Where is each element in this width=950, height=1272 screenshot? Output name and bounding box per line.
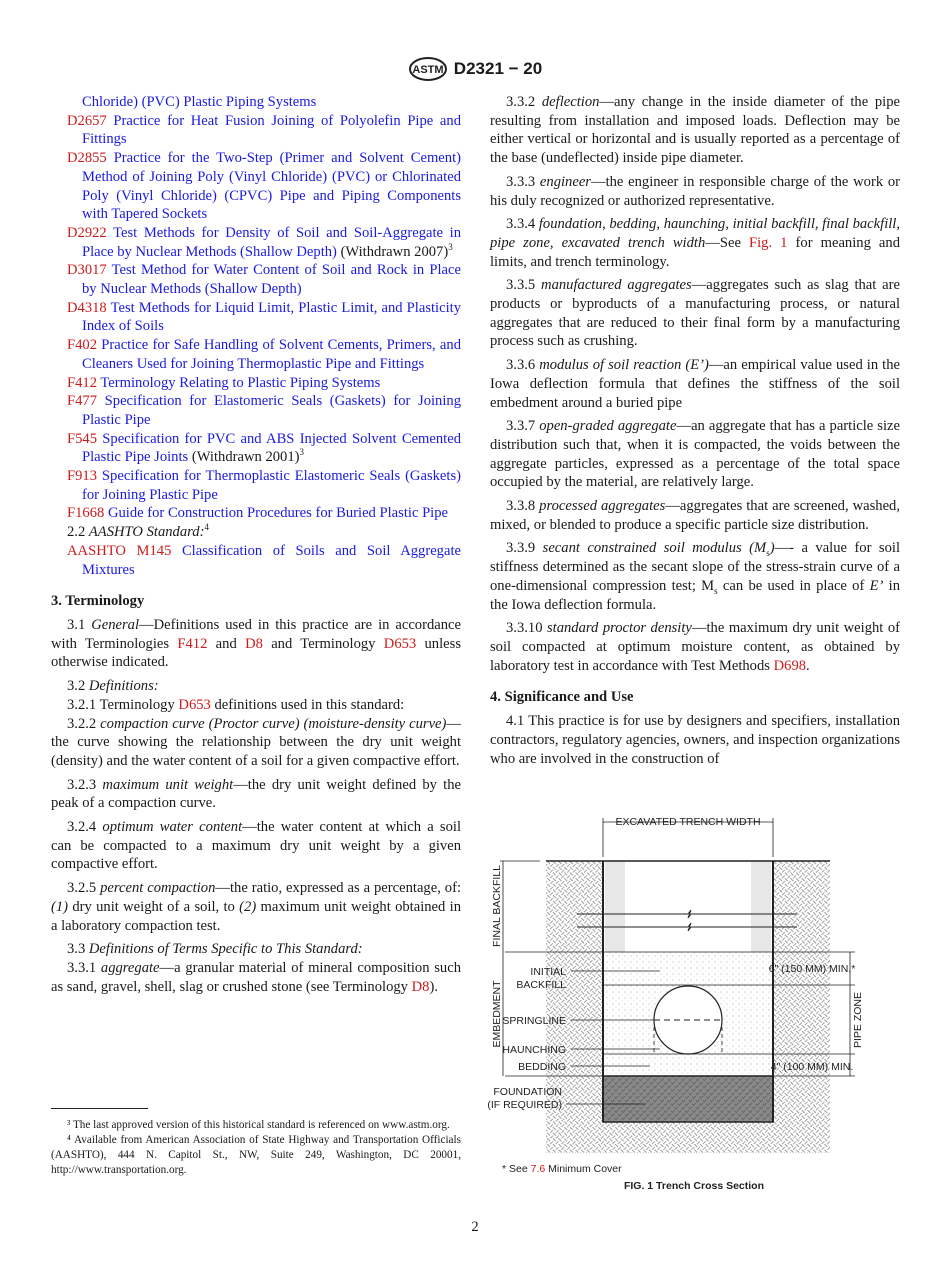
- text: 3.2.3: [67, 776, 103, 793]
- text: (Withdrawn 2001): [188, 449, 300, 466]
- reference-entry: [51, 467, 461, 504]
- text: 3.2.4: [67, 819, 103, 836]
- text: 3. Terminology: [51, 593, 145, 610]
- label-cover-min: 6" (150 MM) MIN.*: [768, 963, 856, 975]
- reference-link[interactable]: D698: [773, 657, 807, 674]
- text: dry unit weight of a soil, to: [68, 898, 240, 915]
- label-embedment: EMBEDMENT: [491, 980, 503, 1048]
- text: (1): [51, 898, 69, 915]
- reference-title-link[interactable]: Guide for Construction Procedures for Buried Plastic Pipe: [104, 505, 449, 522]
- text: —a granular material of mineral composition such as sand, gravel, shell, slag or crushed stone (see Terminology: [51, 959, 461, 995]
- left-column: [51, 93, 461, 996]
- text: unless otherwise indicated.: [51, 635, 461, 671]
- reference-entry: [51, 542, 461, 579]
- text: —Definitions used in this practice are in accordance with Terminologies: [51, 616, 461, 652]
- text: definitions used in this standard:: [210, 696, 405, 713]
- paragraph: [490, 712, 900, 768]
- text: 3.3.4: [506, 216, 539, 233]
- reference-title-link[interactable]: Specification for Elastomeric Seals (Gaskets) for Joining Plastic Pipe: [82, 393, 461, 428]
- text: 3.3.5: [506, 277, 542, 294]
- text: 3.3.7: [506, 418, 540, 435]
- text: s: [766, 548, 770, 559]
- label-backfill: BACKFILL: [516, 979, 566, 991]
- reference-entry: [51, 392, 461, 429]
- reference-entry: [51, 149, 461, 224]
- text: —the engineer in responsible charge of the work or his duly recognized or authorized representative.: [490, 173, 900, 209]
- designation: D2321 − 20: [453, 59, 543, 78]
- paragraph: [51, 959, 461, 996]
- text: 3.3.6: [506, 357, 540, 374]
- text: deflection: [541, 94, 600, 110]
- text: —aggregates that are screened, washed, mixed, or blended to produce a specific particle size distribution.: [490, 498, 900, 533]
- label-bedding: BEDDING: [518, 1061, 566, 1073]
- text: —- a value for soil stiffness determined as the secant slope of the stress-strain curve of a one-dimensional compression test; M: [490, 540, 900, 594]
- reference-entry: [51, 224, 461, 261]
- label-initial: INITIAL: [530, 966, 566, 978]
- reference-link[interactable]: D2855: [67, 150, 107, 167]
- text: Definitions of Terms Specific to This Standard:: [88, 941, 363, 958]
- text: aggregate: [100, 959, 160, 976]
- label-haunching: HAUNCHING: [502, 1044, 566, 1056]
- text: 3.3.1: [67, 959, 101, 976]
- reference-title-link[interactable]: Practice for the Two-Step (Primer and Solvent Cement) Method of Joining Poly (Vinyl Chloride) (PVC) or Chlorinated Poly (Vinyl Chloride) (CPVC) Pipe and Piping Components with Tapered Sockets: [82, 150, 461, 223]
- label-pipe-zone: PIPE ZONE: [852, 991, 864, 1049]
- page-number: 2: [471, 1219, 479, 1235]
- figure-note-suffix: Minimum Cover: [545, 1163, 622, 1175]
- reference-title-link[interactable]: Specification for Thermoplastic Elastomeric Seals (Gaskets) for Joining Plastic Pipe: [82, 468, 461, 503]
- text: —the water content at which a soil can be compacted to a maximum dry unit weight by a given compactive effort.: [51, 819, 462, 873]
- paragraph: [51, 696, 461, 715]
- reference-link[interactable]: D653: [383, 635, 417, 652]
- text: —See: [705, 234, 749, 251]
- text: percent compaction: [100, 880, 216, 897]
- footnote-4: ⁴ Available from American Association of State Highway and Transportation Officials (AASHTO), 444 N. Capitol St., NW, Suite 249, Washington, DC 20001, http://www.transportation.org.: [51, 1134, 461, 1176]
- footnotes: [51, 1118, 461, 1178]
- section-link-7-6[interactable]: 7.6: [530, 1163, 546, 1175]
- text: 3.3.2: [506, 94, 542, 110]
- footnote-ref: 4: [204, 522, 209, 533]
- text: and Terminology: [262, 635, 384, 652]
- paragraph: [51, 677, 461, 696]
- text: open-graded aggregate: [539, 418, 677, 435]
- paragraph: [490, 539, 900, 614]
- text: secant constrained soil modulus (M: [542, 540, 767, 557]
- paragraph: [490, 93, 900, 168]
- text: 4.1 This practice is for use by designers and specifiers, installation contractors, regulatory agencies, owners, and inspection organizations who are involved in the construction of: [490, 713, 900, 767]
- reference-link[interactable]: F1668: [67, 505, 105, 522]
- text: 3.3.8: [506, 498, 540, 515]
- paragraph: [51, 616, 461, 672]
- page-header: [0, 56, 950, 82]
- text: AASHTO Standard:: [88, 524, 205, 541]
- text: 3.3.9: [506, 540, 543, 557]
- trench-cross-section-figure: [480, 800, 920, 1200]
- text: —the curve showing the relationship between the dry unit weight (density) and the water content of a soil for a given compactive effort.: [51, 715, 461, 769]
- reference-link[interactable]: F412: [177, 635, 208, 652]
- reference-link[interactable]: D653: [178, 696, 211, 713]
- text: —aggregates such as slag that are products or byproducts of a manufacturing process, or natural aggregates that are reduced to their final form by a manufacturing process such as crushing.: [490, 277, 900, 350]
- reference-title-link[interactable]: Specification for PVC and ABS Injected Solvent Cemented Plastic Pipe Joints: [82, 430, 461, 466]
- reference-title-link[interactable]: Classification of Soils and Soil Aggregate Mixtures: [82, 542, 461, 578]
- text: 3.2.5: [67, 880, 101, 897]
- footnote-3: ³ The last approved version of this historical standard is referenced on www.astm.org.: [67, 1119, 450, 1131]
- text: and: [207, 635, 246, 652]
- text: 3.2: [67, 678, 89, 695]
- reference-link[interactable]: D4318: [67, 299, 107, 316]
- footnote-divider: [51, 1108, 148, 1109]
- label-bedding-min: 4" (100 MM) MIN.: [770, 1061, 854, 1073]
- text: —the ratio, expressed as a percentage, of:: [215, 880, 461, 897]
- text: (Withdrawn 2007): [336, 243, 449, 260]
- reference-link[interactable]: D8: [411, 978, 430, 995]
- paragraph: [51, 776, 461, 813]
- reference-entry: [51, 93, 461, 112]
- text: processed aggregates: [539, 498, 666, 515]
- figure-caption: FIG. 1 Trench Cross Section: [623, 1180, 765, 1192]
- paragraph: [51, 523, 461, 542]
- text: manufactured aggregates: [541, 277, 692, 294]
- reference-link[interactable]: F913: [67, 468, 98, 485]
- paragraph: [51, 715, 461, 771]
- paragraph: [490, 173, 900, 210]
- text: .: [806, 657, 810, 674]
- paragraph: [490, 276, 900, 351]
- reference-entry: [51, 261, 461, 298]
- text: 3.3: [67, 941, 89, 958]
- reference-link[interactable]: AASHTO M145: [67, 542, 172, 559]
- reference-entry: [51, 336, 461, 373]
- text: optimum water content: [102, 819, 243, 836]
- text: for meaning and limits, and trench terminology.: [490, 234, 900, 270]
- text: (2): [239, 898, 257, 915]
- reference-title-link[interactable]: Practice for Safe Handling of Solvent Cements, Primers, and Cleaners Used for Joining Thermoplastic Pipe and Fittings: [82, 337, 461, 372]
- footnote-ref: 3: [448, 241, 453, 252]
- text: ): [769, 540, 775, 557]
- text: s: [714, 585, 718, 596]
- paragraph: [490, 497, 900, 534]
- foundation-zone: [603, 1076, 773, 1122]
- reference-entry: [51, 374, 461, 393]
- footnote-ref: 3: [299, 447, 304, 458]
- text: standard proctor density: [546, 620, 692, 637]
- text: —an aggregate that has a particle size distribution such that, when it is compacted, the voids between the aggregate particles, expressed as a percentage of the total space occupied by the material, are relatively large.: [490, 418, 900, 491]
- reference-link[interactable]: F412: [67, 374, 98, 391]
- reference-entry: [51, 430, 461, 467]
- reference-link[interactable]: D3017: [67, 262, 107, 279]
- section-heading: [490, 688, 900, 707]
- text: 4. Significance and Use: [490, 689, 634, 706]
- reference-entry: [51, 112, 461, 149]
- text: 3.1: [67, 616, 92, 633]
- text: maximum unit weight: [102, 776, 234, 793]
- text: 2.2: [67, 524, 89, 541]
- label-if-required: (IF REQUIRED): [487, 1099, 562, 1111]
- reference-entry: [51, 299, 461, 336]
- paragraph: [490, 619, 900, 675]
- reference-link[interactable]: F402: [67, 337, 98, 354]
- right-column: [490, 93, 900, 768]
- svg-text:ASTM: ASTM: [412, 64, 444, 76]
- reference-title-link[interactable]: Practice for Heat Fusion Joining of Polyolefin Pipe and Fittings: [82, 112, 461, 148]
- paragraph: [490, 215, 900, 271]
- reference-link[interactable]: D2657: [67, 112, 107, 129]
- reference-title-link[interactable]: Test Method for Water Content of Soil and Rock in Place by Nuclear Methods (Shallow Depth): [82, 262, 461, 298]
- reference-title-link[interactable]: Test Methods for Liquid Limit, Plastic Limit, and Plasticity Index of Soils: [82, 299, 461, 335]
- text: compaction curve (Proctor curve) (moisture-density curve): [100, 715, 447, 732]
- reference-title-link[interactable]: Terminology Relating to Plastic Piping Systems: [97, 374, 381, 391]
- reference-link[interactable]: F545: [67, 430, 98, 447]
- paragraph: [490, 356, 900, 412]
- paragraph: [490, 417, 900, 492]
- reference-link[interactable]: F477: [67, 393, 98, 410]
- figure-note: * See: [502, 1163, 531, 1175]
- text: can be used in place of: [717, 577, 870, 594]
- text: Definitions:: [88, 678, 159, 695]
- text: —the dry unit weight defined by the peak of a compaction curve.: [51, 776, 461, 812]
- reference-title-link[interactable]: Chloride) (PVC) Plastic Piping Systems: [82, 94, 317, 110]
- reference-link[interactable]: D2922: [67, 224, 107, 241]
- text: maximum unit weight obtained in a laboratory compaction test.: [51, 898, 461, 934]
- paragraph: [51, 818, 461, 874]
- text: ).: [429, 978, 438, 995]
- reference-title-link[interactable]: Test Methods for Density of Soil and Soil-Aggregate in Place by Nuclear Methods (Shallow Depth): [82, 224, 461, 260]
- label-trench-width: EXCAVATED TRENCH WIDTH: [615, 816, 761, 828]
- reference-link[interactable]: D8: [245, 635, 263, 652]
- section-heading: [51, 592, 461, 611]
- text: E’: [869, 577, 884, 594]
- paragraph: [51, 940, 461, 959]
- text: 3.2.1 Terminology: [67, 696, 179, 713]
- text: engineer: [539, 173, 591, 190]
- text: —any change in the inside diameter of the pipe resulting from installation and imposed loads. Deflection may be either vertical or horizontal and is usually reported as a percentage of the base (undeflected) inside pipe diameter.: [490, 94, 900, 167]
- label-foundation: FOUNDATION: [493, 1086, 562, 1098]
- label-springline: SPRINGLINE: [502, 1015, 566, 1027]
- text: 3.3.3: [506, 173, 540, 190]
- text: in the Iowa deflection formula.: [490, 577, 901, 613]
- text: modulus of soil reaction (E’): [539, 357, 709, 374]
- text: General: [91, 616, 140, 633]
- reference-link[interactable]: Fig. 1: [749, 234, 788, 251]
- astm-logo-icon: [408, 56, 448, 82]
- text: 3.3.10: [506, 620, 547, 637]
- text: foundation, bedding, haunching, initial backfill, final backfill, pipe zone, excavated trench width: [490, 216, 901, 251]
- reference-entry: [51, 504, 461, 523]
- text: —an empirical value used in the Iowa deflection formula that defines the stiffness of the soil embedment around a buried pipe: [490, 357, 900, 411]
- label-final-backfill: FINAL BACKFILL: [491, 865, 503, 947]
- text: 3.2.2: [67, 715, 101, 732]
- text: —the maximum dry unit weight of soil compacted at optimum moisture content, as obtained by laboratory test in accordance with Test Methods: [490, 620, 900, 674]
- svg-text:* See 7.6 Minimum Cover: [502, 1163, 622, 1175]
- paragraph: [51, 879, 461, 935]
